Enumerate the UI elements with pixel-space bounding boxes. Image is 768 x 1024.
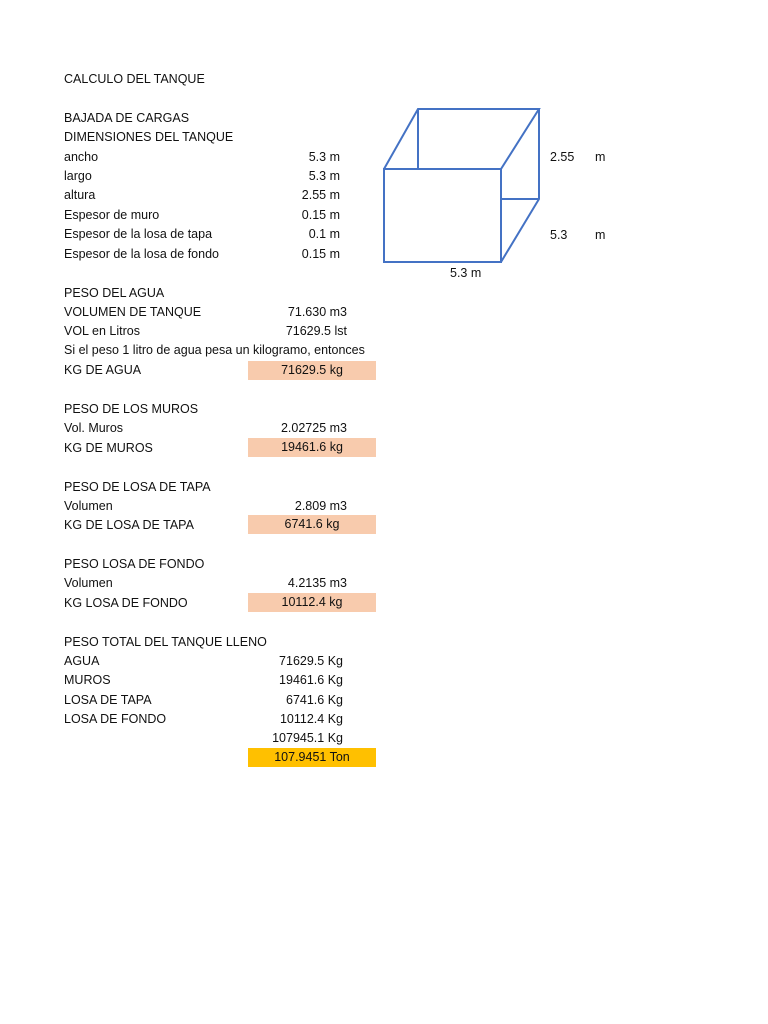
diagram-height-value: 2.55: [550, 150, 575, 164]
top-slab-volume-value: 2.809 m3: [294, 499, 347, 513]
bottom-slab-volume-value: 4.2135 m3: [287, 576, 347, 590]
total-sum-kg: 107945.1 Kg: [272, 731, 343, 745]
water-kg-value: 71629.5 kg: [281, 363, 343, 377]
bottom-slab-kg-value: 10112.4 kg: [281, 595, 343, 609]
tank-side-face: [501, 109, 539, 262]
dim-value-wall-thickness: 0.15 m: [301, 208, 340, 222]
bottom-slab-kg-label: KG LOSA DE FONDO: [64, 596, 188, 610]
top-slab-kg-cell: [248, 515, 376, 534]
dim-value-top-slab-thickness: 0.1 m: [308, 227, 340, 241]
dimensions-heading: DIMENSIONES DEL TANQUE: [64, 130, 234, 144]
dim-value-ancho: 5.3 m: [308, 150, 340, 164]
dim-value-bottom-slab-thickness: 0.15 m: [301, 247, 340, 261]
bottom-slab-kg-cell: [248, 593, 376, 612]
section-loads-heading: BAJADA DE CARGAS: [64, 111, 190, 125]
diagram-depth-value: 5.3: [550, 228, 568, 242]
total-heading: PESO TOTAL DEL TANQUE LLENO: [64, 635, 267, 649]
diagram-width-label: 5.3 m: [450, 266, 482, 280]
walls-volume-label: Vol. Muros: [64, 421, 124, 435]
total-label-agua: AGUA: [64, 654, 100, 668]
total-label-losa-tapa: LOSA DE TAPA: [64, 693, 152, 707]
diagram-height-unit: m: [595, 150, 606, 164]
walls-heading: PESO DE LOS MUROS: [64, 402, 199, 416]
dim-value-altura: 2.55 m: [301, 188, 340, 202]
walls-volume-value: 2.02725 m3: [280, 421, 347, 435]
tank-top-face: [384, 109, 539, 169]
dim-label-ancho: ancho: [64, 150, 99, 164]
water-note: Si el peso 1 litro de agua pesa un kilogramo, entonces: [64, 343, 365, 357]
total-value-agua: 71629.5 Kg: [279, 654, 343, 668]
walls-kg-label: KG DE MUROS: [64, 441, 153, 455]
water-liters-value: 71629.5 lst: [285, 324, 347, 338]
bottom-slab-volume-label: Volumen: [64, 576, 113, 590]
bottom-slab-heading: PESO LOSA DE FONDO: [64, 557, 205, 571]
water-volume-label: VOLUMEN DE TANQUE: [64, 305, 202, 319]
water-heading: PESO DEL AGUA: [64, 286, 165, 300]
total-sum-ton: 107.9451 Ton: [274, 750, 350, 764]
total-label-losa-fondo: LOSA DE FONDO: [64, 712, 167, 726]
water-liters-label: VOL en Litros: [64, 324, 140, 338]
walls-kg-value: 19461.6 kg: [281, 440, 343, 454]
tank-front-face: [384, 169, 501, 262]
dim-label-bottom-slab-thickness: Espesor de la losa de fondo: [64, 247, 219, 261]
top-slab-kg-value: 6741.6 kg: [284, 517, 340, 531]
top-slab-kg-label: KG DE LOSA DE TAPA: [64, 518, 194, 532]
total-value-muros: 19461.6 Kg: [279, 673, 343, 687]
top-slab-volume-label: Volumen: [64, 499, 113, 513]
top-slab-heading: PESO DE LOSA DE TAPA: [64, 480, 211, 494]
total-value-losa-tapa: 6741.6 Kg: [286, 693, 343, 707]
dim-label-largo: largo: [64, 169, 92, 183]
total-label-muros: MUROS: [64, 673, 111, 687]
walls-kg-cell: [248, 438, 376, 457]
dim-value-largo: 5.3 m: [308, 169, 340, 183]
water-kg-cell: [248, 361, 376, 380]
water-volume-value: 71.630 m3: [287, 305, 347, 319]
total-ton-cell: [248, 748, 376, 767]
tank-outline: [384, 109, 539, 262]
dim-label-wall-thickness: Espesor de muro: [64, 208, 160, 222]
water-kg-label: KG DE AGUA: [64, 363, 142, 377]
diagram-depth-unit: m: [595, 228, 606, 242]
total-value-losa-fondo: 10112.4 Kg: [279, 712, 343, 726]
dim-label-altura: altura: [64, 188, 96, 202]
tank-diagram: [0, 0, 768, 300]
sheet-title: CALCULO DEL TANQUE: [64, 72, 205, 86]
dim-label-top-slab-thickness: Espesor de la losa de tapa: [64, 227, 213, 241]
